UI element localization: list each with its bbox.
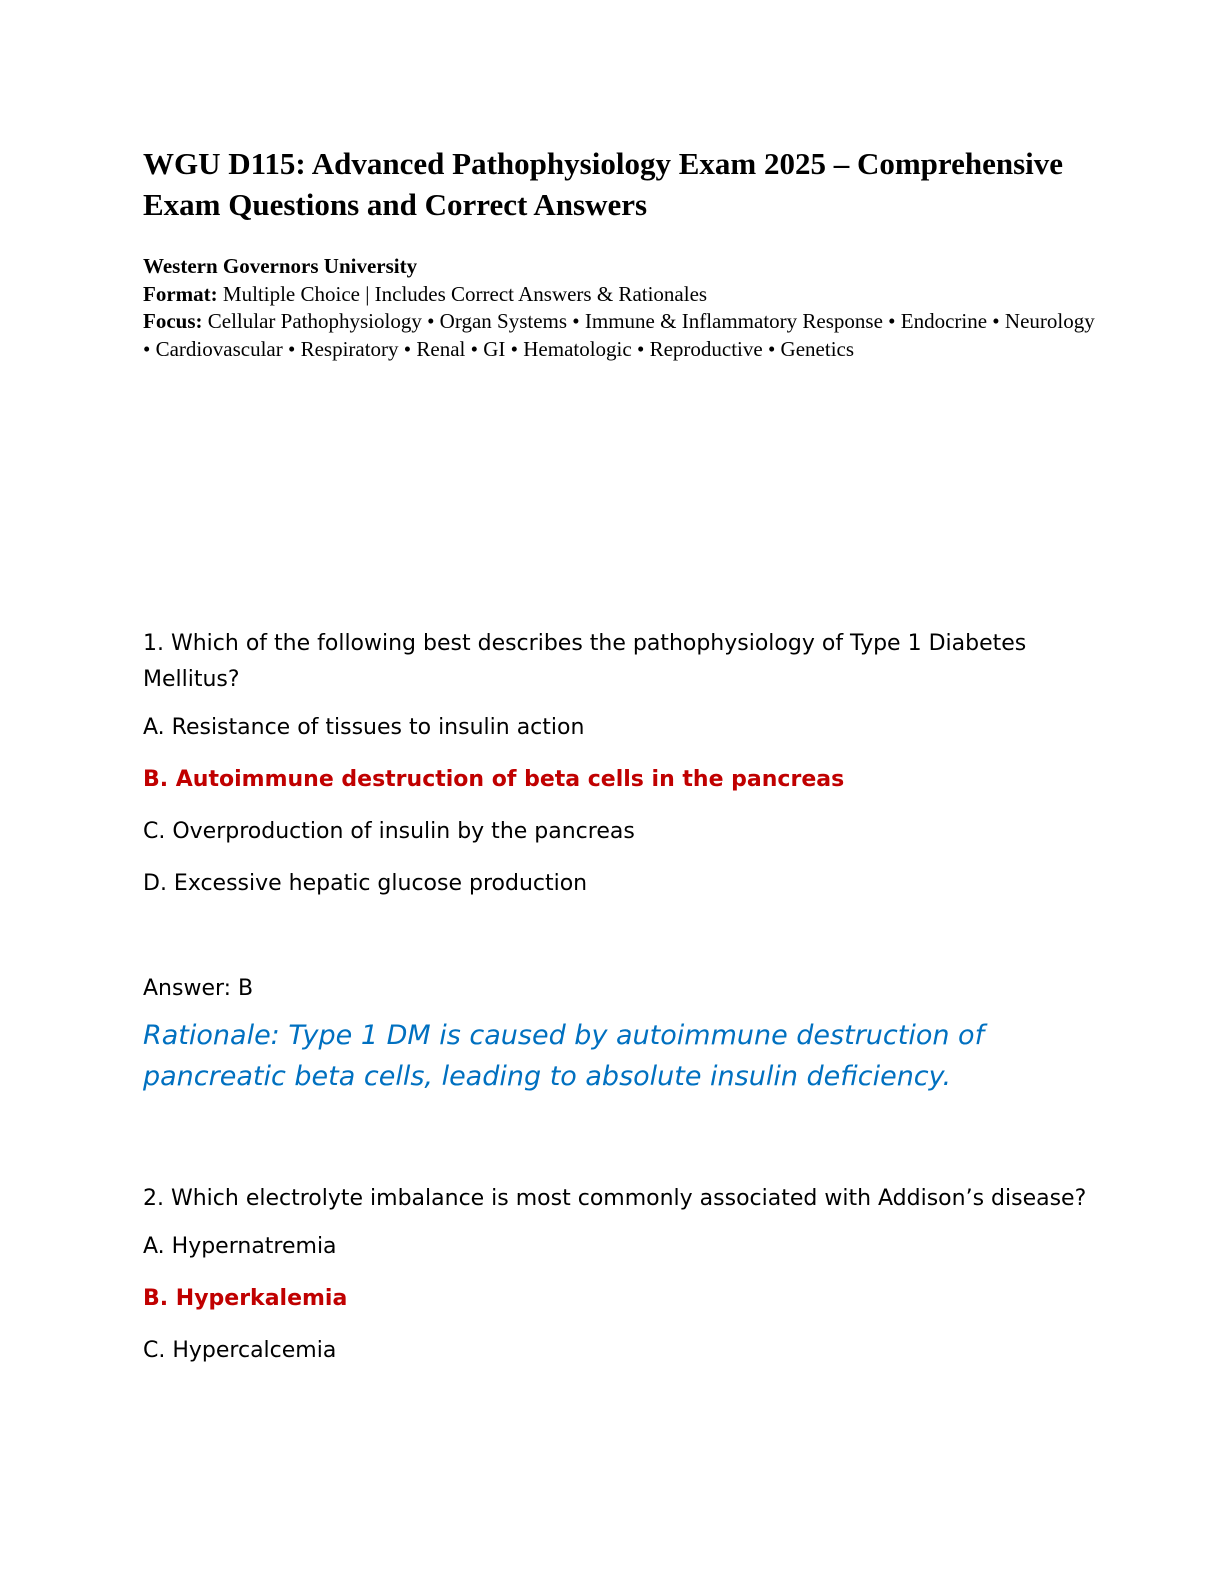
focus-line bbox=[143, 308, 1103, 363]
question-text: 2. Which electrolyte imbalance is most commonly associated with Addison’s disease? bbox=[143, 1186, 1087, 1211]
format-value: Multiple Choice | Includes Correct Answers & Rationales bbox=[222, 281, 708, 306]
rationale-text: Rationale: Type 1 DM is caused by autoimmune destruction of pancreatic beta cells, leading to absolute insulin deficiency. bbox=[143, 1020, 985, 1092]
format-line bbox=[143, 281, 1103, 309]
institution-name: Western Governors University bbox=[143, 254, 418, 278]
format-label: Format: bbox=[143, 281, 218, 306]
option-a: A. Hypernatremia bbox=[143, 1234, 337, 1259]
answer-label: Answer: bbox=[143, 976, 239, 1001]
option-d: D. Excessive hepatic glucose production bbox=[143, 871, 588, 896]
option-b-correct: B. Hyperkalemia bbox=[143, 1286, 348, 1311]
option-c: C. Overproduction of insulin by the pancreas bbox=[143, 819, 635, 844]
option-b-correct: B. Autoimmune destruction of beta cells in the pancreas bbox=[143, 767, 845, 792]
question-1 bbox=[143, 626, 1103, 1097]
option-a: A. Resistance of tissues to insulin action bbox=[143, 715, 585, 740]
option-c: C. Hypercalcemia bbox=[143, 1338, 337, 1363]
document-header bbox=[143, 143, 1103, 363]
question-2 bbox=[143, 1181, 1103, 1365]
document-meta bbox=[143, 253, 1103, 363]
page-title: WGU D115: Advanced Pathophysiology Exam 2025 – Comprehensive Exam Questions and Correct Answers bbox=[143, 146, 1064, 222]
question-text: 1. Which of the following best describes the pathophysiology of Type 1 Diabetes Mellitus? bbox=[143, 631, 1027, 692]
answer-value: B bbox=[238, 976, 254, 1001]
focus-value: Cellular Pathophysiology • Organ Systems • Immune & Inflammatory Response • Endocrine • Neurology • Cardiovascular • Respiratory • Renal • GI • Hematologic • Reproductive • Genetics bbox=[143, 309, 1095, 361]
answer-line bbox=[143, 975, 1103, 1003]
focus-label: Focus: bbox=[143, 309, 203, 333]
